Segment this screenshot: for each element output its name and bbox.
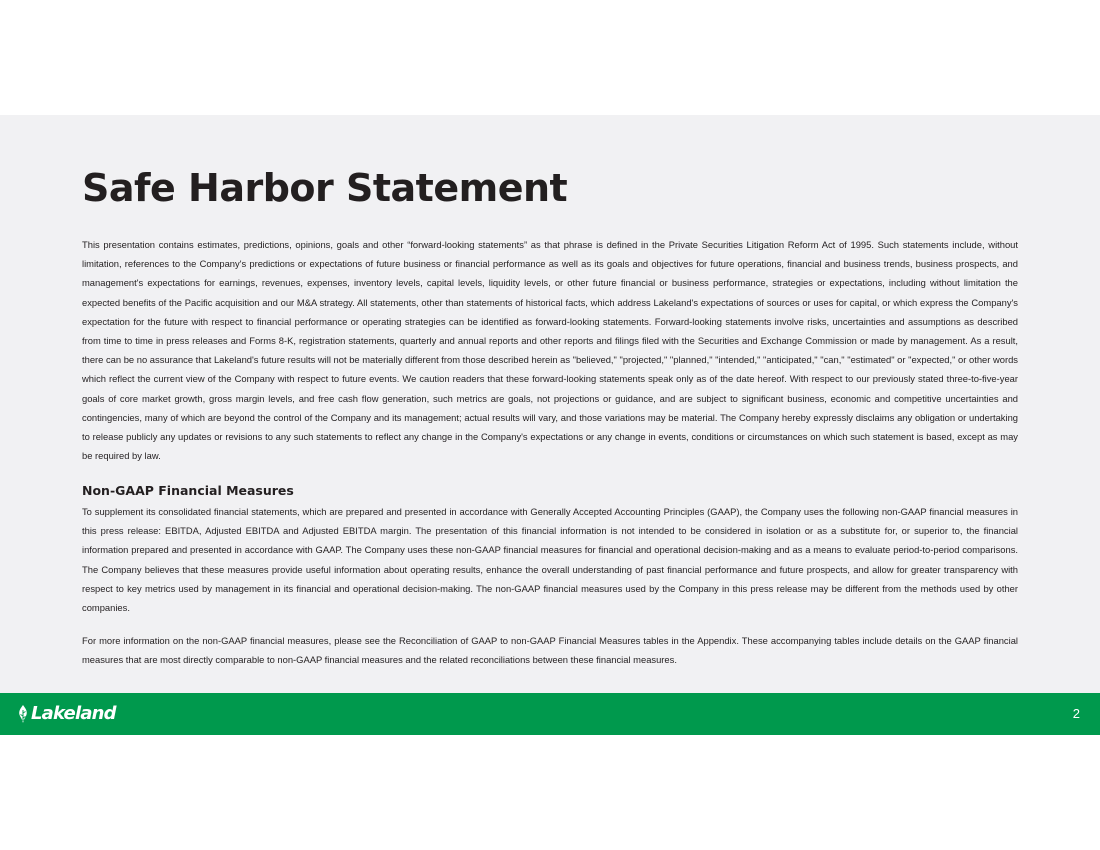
non-gaap-paragraph: To supplement its consolidated financial statements, which are prepared and presented in accordance with Generally Accepted Accounting Principles (GAAP), the Company uses the following non-GAAP financial measures in this press release: EBITDA, Adjusted EBITDA and Adjusted EBITDA margin. The presentation of this financial information is not intended to be considered in isolation or as a substitute for, or superior to, the financial information prepared and presented in accordance with GAAP. The Company uses these non-GAAP financial measures for financial and operational decision-making and as a means to evaluate period-to-period comparisons. The Company believes that these measures provide useful information about operating results, enhance the overall understanding of past financial performance and future prospects, and allow for greater transparency with respect to key metrics used by management in its financial and operational decision-making. The non-GAAP financial measures used by the Company in this press release may be different from the methods used by other companies. <box>82 506 1018 614</box>
footer-bar <box>0 693 1100 735</box>
company-logo <box>17 703 116 725</box>
forward-looking-paragraph: This presentation contains estimates, predictions, opinions, goals and other “forward-looking statements” as that phrase is defined in the Private Securities Litigation Reform Act of 1995. Such statements include, without limitation, references to the Company's predictions or expectations of future business or financial performance as well as its goals and objectives for future operations, financial and business trends, business prospects, and management's expectations for earnings, revenues, expenses, inventory levels, capital levels, liquidity levels, or other future financial or business performance, strategies or expectations, including without limitation the expected benefits of the Pacific acquisition and our M&A strategy. All statements, other than statements of historical facts, which address Lakeland's expectations of sources or uses for capital, or which express the Company's expectation for the future with respect to financial performance or operating strategies can be identified as forward-looking statements. Forward-looking statements involve risks, uncertainties and assumptions as described from time to time in press releases and Forms 8-K, registration statements, quarterly and annual reports and other reports and filings filed with the Securities and Exchange Commission or made by management. As a result, there can be no assurance that Lakeland's future results will not be materially different from those described herein as "believed," "projected," "planned," "intended," "anticipated," "can," "estimated" or "expected," or other words which reflect the current view of the Company with respect to future events. We caution readers that these forward-looking statements speak only as of the date hereof. With respect to our previously stated three-to-five-year goals of core market growth, gross margin levels, and free cash flow generation, such metrics are goals, not projections or guidance, and are subject to significant business, economic and competitive uncertainties and contingencies, many of which are beyond the control of the Company and its management; actual results will vary, and those variations may be material. The Company hereby expressly disclaims any obligation or undertaking to release publicly any updates or revisions to any such statements to reflect any change in the Company's expectations or any change in events, conditions or circumstances on which such statement is based, except as may be required by law. <box>82 239 1018 462</box>
flame-leaf-icon <box>17 705 29 723</box>
page-title: Safe Harbor Statement <box>82 166 568 210</box>
logo-wordmark: Lakeland <box>31 703 116 724</box>
page-number: 2 <box>1072 706 1080 721</box>
non-gaap-heading: Non-GAAP Financial Measures <box>82 483 294 498</box>
more-info-paragraph: For more information on the non-GAAP financial measures, please see the Reconciliation of GAAP to non-GAAP Financial Measures tables in the Appendix. These accompanying tables include details on the GAAP financial measures that are most directly comparable to non-GAAP financial measures and the related reconciliations between these financial measures. <box>82 635 1018 666</box>
